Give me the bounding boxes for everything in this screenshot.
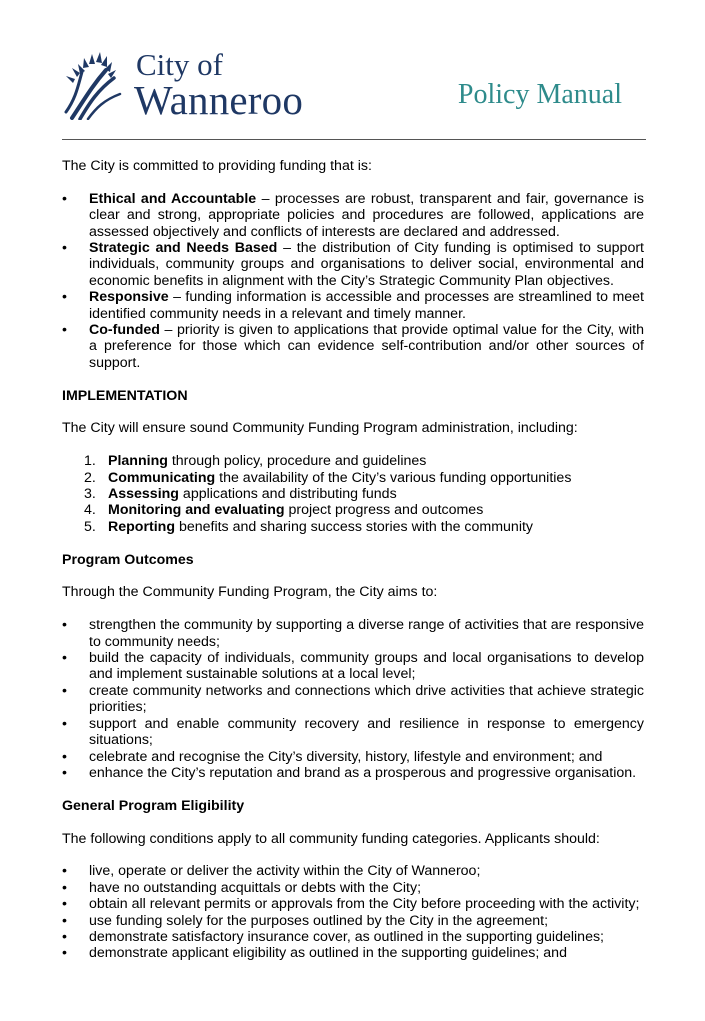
list-item: • Co-funded – priority is given to applications that provide optimal value for the City, with a preference for those which can evidence self-contribution and/or other sources of support. [62,322,644,371]
list-item: 2. Communicating the availability of the City’s various funding opportunities [84,469,572,486]
section-heading-implementation: IMPLEMENTATION [62,387,188,404]
logo-text-wanneroo: Wanneroo [134,77,304,123]
list-item: • demonstrate satisfactory insurance cover, as outlined in the supporting guidelines; [62,929,644,945]
list-item: • strengthen the community by supporting a diverse range of activities that are responsive to community needs; [62,617,644,650]
list-item: • create community networks and connections which drive activities that achieve strategic priorities; [62,683,644,716]
list-item: • demonstrate applicant eligibility as outlined in the supporting guidelines; and [62,945,644,961]
wanneroo-logo-icon [62,50,124,120]
list-item: • support and enable community recovery and resilience in response to emergency situations; [62,716,644,749]
principles-list [62,191,644,371]
list-item: • Responsive – funding information is accessible and processes are streamlined to meet identified community needs in a relevant and timely manner. [62,289,644,322]
page-header [62,48,647,138]
eligibility-intro: The following conditions apply to all community funding categories. Applicants should: [62,830,600,847]
section-heading-program-outcomes: Program Outcomes [62,551,194,568]
implementation-intro: The City will ensure sound Community Funding Program administration, including: [62,420,578,437]
intro-text: The City is committed to providing funding that is: [62,158,372,174]
logo-text-city-of: City of [136,47,223,82]
document-title: Policy Manual [457,79,622,110]
implementation-steps [62,453,644,535]
list-item: 1. Planning through policy, procedure and guidelines [84,453,427,470]
list-item: 3. Assessing applications and distributing funds [84,486,397,503]
list-item: • use funding solely for the purposes outlined by the City in the agreement; [62,913,644,929]
eligibility-list [62,863,644,961]
list-item: • Strategic and Needs Based – the distribution of City funding is optimised to support individuals, community groups and organisations to deliver social, environmental and economic benefits in alignment with the City’s Strategic Community Plan objectives. [62,240,644,289]
list-item: • Ethical and Accountable – processes are robust, transparent and fair, governance is clear and strong, appropriate policies and procedures are followed, applications are assessed objectively and conflicts of interests are declared and addressed. [62,191,644,240]
list-item: 4. Monitoring and evaluating project progress and outcomes [84,502,484,519]
list-item: 5. Reporting benefits and sharing success stories with the community [84,518,534,535]
list-item: • live, operate or deliver the activity within the City of Wanneroo; [62,863,644,879]
list-item: • enhance the City’s reputation and brand as a prosperous and progressive organisation. [62,765,644,781]
list-item: • build the capacity of individuals, community groups and local organisations to develop and implement sustainable solutions at a local level; [62,650,644,683]
list-item: • celebrate and recognise the City’s diversity, history, lifestyle and environment; and [62,749,644,765]
list-item: • have no outstanding acquittals or debts with the City; [62,880,644,896]
list-item: • obtain all relevant permits or approvals from the City before proceeding with the activity; [62,896,644,912]
outcomes-intro: Through the Community Funding Program, the City aims to: [62,584,438,601]
outcomes-list [62,617,644,781]
policy-body [62,158,644,962]
section-heading-eligibility: General Program Eligibility [62,797,245,814]
header-divider [62,139,646,140]
